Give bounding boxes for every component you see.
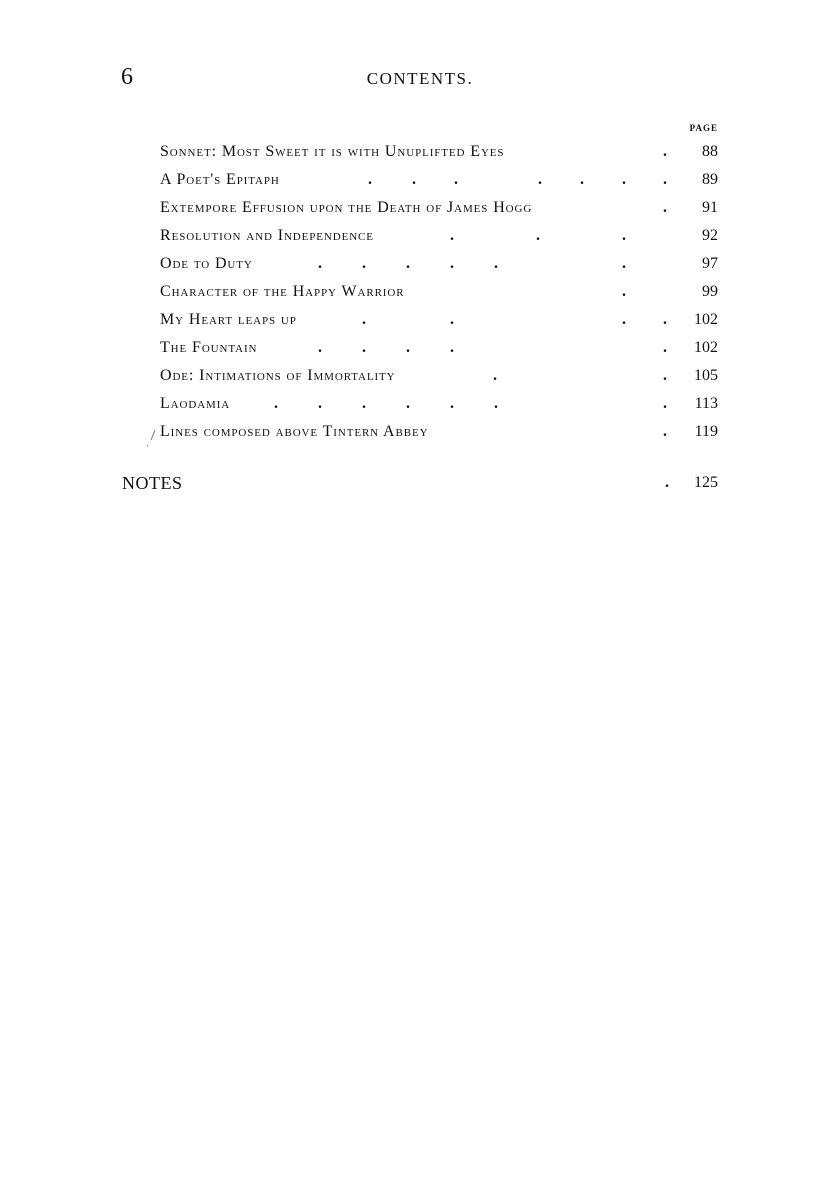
entry-title: Ode: Intimations of Immortality — [160, 367, 396, 384]
pen-mark — [146, 428, 160, 448]
leader-dot: . — [450, 311, 454, 328]
contents-entry — [160, 194, 718, 222]
entry-page: 89 — [702, 171, 718, 188]
leader-dot: . — [450, 395, 454, 412]
leader-dot: . — [450, 227, 454, 244]
leader-dot: . — [318, 395, 322, 412]
entry-title: My Heart leaps up — [160, 311, 297, 328]
contents-entry — [160, 222, 718, 250]
entry-title: Laodamia — [160, 395, 231, 412]
contents-entry — [160, 390, 718, 418]
leader-dot: . — [663, 171, 667, 188]
leader-dot: . — [663, 199, 667, 216]
leader-dot: . — [406, 395, 410, 412]
contents-entry — [160, 362, 718, 390]
leader-dot: . — [493, 367, 497, 384]
leader-dot: . — [663, 311, 667, 328]
leader-dot: . — [274, 395, 278, 412]
leader-dot: . — [318, 255, 322, 272]
leader-dot: . — [450, 339, 454, 356]
notes-entry — [122, 468, 718, 498]
entry-page: 113 — [694, 395, 718, 412]
entry-title: Sonnet: Most Sweet it is with Unuplifted Eyes — [160, 143, 505, 160]
contents-entry — [160, 166, 718, 194]
leader-dot: . — [362, 311, 366, 328]
leader-dot: . — [406, 339, 410, 356]
entry-page: 99 — [702, 283, 718, 300]
running-title: CONTENTS. — [366, 69, 474, 88]
entry-title: Ode to Duty — [160, 255, 253, 272]
leader-dot: . — [362, 395, 366, 412]
leader-dot: . — [362, 339, 366, 356]
leader-dot: . — [663, 339, 667, 356]
leader-dot: . — [663, 395, 667, 412]
entry-page: 119 — [694, 423, 718, 440]
entry-page: 92 — [702, 227, 718, 244]
leader-dot: . — [663, 423, 667, 440]
leader-dot: . — [663, 143, 667, 160]
leader-dot: . — [362, 255, 366, 272]
leader-dot: . — [536, 227, 540, 244]
entry-title: Extempore Effusion upon the Death of James Hogg — [160, 199, 533, 216]
leader-dot: . — [622, 311, 626, 328]
leader-dot: . — [622, 283, 626, 300]
notes-page: 125 — [694, 474, 718, 491]
leader-dot: . — [622, 255, 626, 272]
contents-entry — [160, 306, 718, 334]
entry-page: 105 — [694, 367, 718, 384]
entry-title: Lines composed above Tintern Abbey — [160, 423, 429, 440]
leader-dot: . — [538, 171, 542, 188]
leader-dot: . — [368, 171, 372, 188]
contents-entry — [160, 278, 718, 306]
leader-dot: . — [580, 171, 584, 188]
leader-dot: . — [622, 171, 626, 188]
page-number: 6 — [121, 64, 133, 90]
leader-dot: . — [665, 474, 669, 491]
leader-dot: . — [454, 171, 458, 188]
leader-dot: . — [494, 395, 498, 412]
entry-page: 88 — [702, 143, 718, 160]
page-column-label: PAGE — [689, 123, 718, 133]
leader-dot: . — [318, 339, 322, 356]
leader-dot: . — [622, 227, 626, 244]
entry-page: 102 — [694, 339, 718, 356]
leader-dot: . — [663, 367, 667, 384]
contents-entry — [160, 250, 718, 278]
leader-dot: . — [412, 171, 416, 188]
leader-dot: . — [494, 255, 498, 272]
contents-entry — [160, 138, 718, 166]
notes-label: NOTES — [122, 473, 183, 493]
entry-page: 97 — [702, 255, 718, 272]
entry-title: A Poet's Epitaph — [160, 171, 280, 188]
entry-page: 91 — [702, 199, 718, 216]
leader-dot: . — [450, 255, 454, 272]
contents-entry — [160, 334, 718, 362]
contents-entry — [160, 418, 718, 446]
leader-dot: . — [406, 255, 410, 272]
entry-title: Character of the Happy Warrior — [160, 283, 405, 300]
entry-title: The Fountain — [160, 339, 258, 356]
entry-title: Resolution and Independence — [160, 227, 374, 244]
entry-page: 102 — [694, 311, 718, 328]
